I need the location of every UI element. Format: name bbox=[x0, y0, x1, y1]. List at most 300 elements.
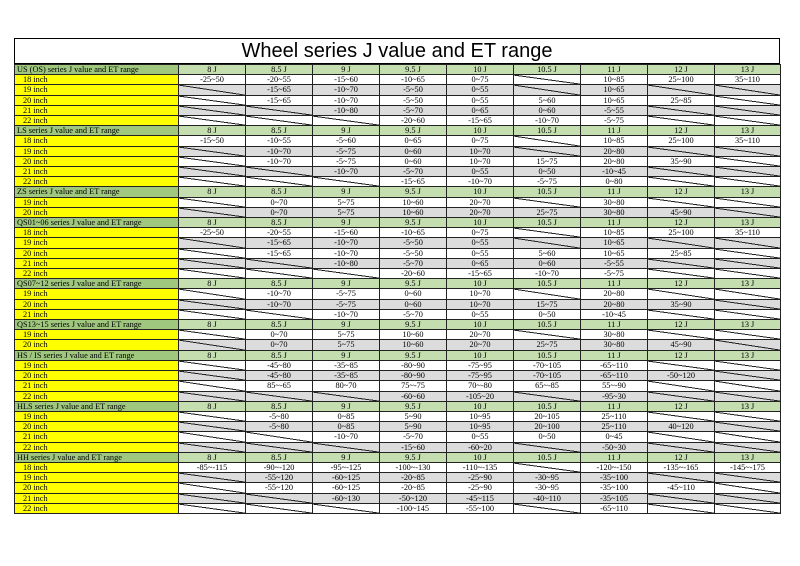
column-header-rim-width: 12 J bbox=[648, 350, 715, 360]
column-header-rim-width: 10 J bbox=[447, 401, 514, 411]
wheel-size-label: 19 inch bbox=[15, 146, 179, 156]
et-range-cell: 0~65 bbox=[447, 105, 514, 115]
et-range-cell: -10~70 bbox=[313, 85, 380, 95]
not-available-cell bbox=[246, 391, 313, 401]
et-range-cell: -10~45 bbox=[581, 309, 648, 319]
not-available-cell bbox=[514, 503, 581, 513]
section-label: QS13~15 series J value and ET range bbox=[15, 320, 179, 330]
column-header-rim-width: 10 J bbox=[447, 65, 514, 75]
et-range-cell: -5~50 bbox=[380, 248, 447, 258]
column-header-rim-width: 11 J bbox=[581, 126, 648, 136]
et-range-cell: -45~80 bbox=[246, 360, 313, 370]
wheel-size-label: 20 inch bbox=[15, 299, 179, 309]
table-row bbox=[15, 299, 781, 309]
not-available-cell bbox=[179, 432, 246, 442]
et-range-cell: 0~55 bbox=[447, 248, 514, 258]
column-header-rim-width: 11 J bbox=[581, 452, 648, 462]
table-row bbox=[15, 238, 781, 248]
et-range-cell: 25~100 bbox=[648, 136, 715, 146]
et-range-cell: 5~75 bbox=[313, 340, 380, 350]
not-available-cell bbox=[179, 340, 246, 350]
et-range-cell: 0~60 bbox=[514, 258, 581, 268]
table-row bbox=[15, 197, 781, 207]
et-range-cell: 10~65 bbox=[581, 85, 648, 95]
table-row bbox=[15, 156, 781, 166]
et-range-cell: -5~50 bbox=[380, 238, 447, 248]
wheel-size-label: 22 inch bbox=[15, 177, 179, 187]
table-row bbox=[15, 422, 781, 432]
et-range-cell: 5~60 bbox=[514, 248, 581, 258]
not-available-cell bbox=[715, 156, 781, 166]
column-header-rim-width: 10.5 J bbox=[514, 218, 581, 228]
et-range-cell: -15~65 bbox=[246, 238, 313, 248]
not-available-cell bbox=[715, 238, 781, 248]
not-available-cell bbox=[179, 493, 246, 503]
table-row bbox=[15, 146, 781, 156]
et-range-cell: 25~85 bbox=[648, 248, 715, 258]
not-available-cell bbox=[715, 105, 781, 115]
not-available-cell bbox=[514, 197, 581, 207]
wheel-size-label: 18 inch bbox=[15, 75, 179, 85]
column-header-rim-width: 9 J bbox=[313, 401, 380, 411]
et-range-cell: 10~60 bbox=[380, 340, 447, 350]
table-row bbox=[15, 442, 781, 452]
et-range-cell: -10~45 bbox=[581, 167, 648, 177]
not-available-cell bbox=[179, 248, 246, 258]
et-range-cell: 0~60 bbox=[380, 156, 447, 166]
et-range-cell: 5~60 bbox=[514, 95, 581, 105]
table-row bbox=[15, 340, 781, 350]
et-range-cell: -10~70 bbox=[313, 432, 380, 442]
et-range-cell: 20~80 bbox=[581, 156, 648, 166]
not-available-cell bbox=[246, 177, 313, 187]
column-header-rim-width: 11 J bbox=[581, 187, 648, 197]
et-range-cell: -25~90 bbox=[447, 483, 514, 493]
not-available-cell bbox=[313, 391, 380, 401]
et-range-cell: -20~55 bbox=[246, 228, 313, 238]
column-header-rim-width: 8 J bbox=[179, 452, 246, 462]
et-range-cell: -40~110 bbox=[514, 493, 581, 503]
et-range-cell: -30~95 bbox=[514, 483, 581, 493]
et-range-cell: 0~75 bbox=[447, 75, 514, 85]
et-range-cell: 10~70 bbox=[447, 289, 514, 299]
et-range-cell: 5~75 bbox=[313, 197, 380, 207]
et-range-cell: 10~70 bbox=[447, 146, 514, 156]
column-header-rim-width: 10 J bbox=[447, 218, 514, 228]
et-range-cell: -15~65 bbox=[246, 85, 313, 95]
et-range-cell: -35~105 bbox=[581, 493, 648, 503]
table-row bbox=[15, 493, 781, 503]
column-header-rim-width: 9.5 J bbox=[380, 452, 447, 462]
not-available-cell bbox=[648, 146, 715, 156]
column-header-rim-width: 9 J bbox=[313, 279, 380, 289]
not-available-cell bbox=[179, 299, 246, 309]
et-range-cell: 20~70 bbox=[447, 330, 514, 340]
not-available-cell bbox=[648, 493, 715, 503]
wheel-size-label: 19 inch bbox=[15, 197, 179, 207]
column-header-rim-width: 10.5 J bbox=[514, 187, 581, 197]
not-available-cell bbox=[246, 309, 313, 319]
et-range-cell: 0~80 bbox=[581, 177, 648, 187]
column-header-rim-width: 13 J bbox=[715, 320, 781, 330]
et-range-cell: 35~110 bbox=[715, 136, 781, 146]
column-header-rim-width: 10.5 J bbox=[514, 65, 581, 75]
not-available-cell bbox=[246, 269, 313, 279]
et-range-cell: -120~-150 bbox=[581, 462, 648, 472]
table-row bbox=[15, 483, 781, 493]
et-range-cell: 55~-90 bbox=[581, 381, 648, 391]
et-range-cell: -15~65 bbox=[246, 248, 313, 258]
et-range-cell: 25~100 bbox=[648, 228, 715, 238]
not-available-cell bbox=[715, 207, 781, 217]
et-range-cell: -10~70 bbox=[246, 299, 313, 309]
not-available-cell bbox=[715, 167, 781, 177]
not-available-cell bbox=[648, 289, 715, 299]
et-range-cell: -10~55 bbox=[246, 136, 313, 146]
not-available-cell bbox=[648, 360, 715, 370]
column-header-rim-width: 8 J bbox=[179, 320, 246, 330]
et-range-cell: -65~110 bbox=[581, 360, 648, 370]
not-available-cell bbox=[179, 330, 246, 340]
section-label: HLS series J value and ET range bbox=[15, 401, 179, 411]
column-header-rim-width: 8 J bbox=[179, 279, 246, 289]
column-header-rim-width: 9 J bbox=[313, 320, 380, 330]
not-available-cell bbox=[246, 167, 313, 177]
et-range-cell: -25~50 bbox=[179, 75, 246, 85]
not-available-cell bbox=[246, 116, 313, 126]
not-available-cell bbox=[179, 360, 246, 370]
not-available-cell bbox=[514, 442, 581, 452]
et-range-cell: 20~80 bbox=[581, 299, 648, 309]
et-range-cell: 70~-80 bbox=[447, 381, 514, 391]
table-row bbox=[15, 95, 781, 105]
et-range-cell: 20~80 bbox=[581, 289, 648, 299]
not-available-cell bbox=[514, 462, 581, 472]
section-label: QS01~06 series J value and ET range bbox=[15, 218, 179, 228]
wheel-size-label: 19 inch bbox=[15, 473, 179, 483]
table-row bbox=[15, 473, 781, 483]
et-range-cell: 35~110 bbox=[715, 228, 781, 238]
et-range-cell: -5~80 bbox=[246, 422, 313, 432]
column-header-rim-width: 9 J bbox=[313, 187, 380, 197]
column-header-rim-width: 10.5 J bbox=[514, 350, 581, 360]
not-available-cell bbox=[179, 177, 246, 187]
wheel-size-label: 22 inch bbox=[15, 503, 179, 513]
not-available-cell bbox=[648, 167, 715, 177]
table-row bbox=[15, 391, 781, 401]
et-range-cell: -45~110 bbox=[648, 483, 715, 493]
et-range-cell: -5~75 bbox=[581, 269, 648, 279]
column-header-rim-width: 13 J bbox=[715, 401, 781, 411]
wheel-size-label: 20 inch bbox=[15, 483, 179, 493]
not-available-cell bbox=[648, 411, 715, 421]
column-header-rim-width: 13 J bbox=[715, 218, 781, 228]
not-available-cell bbox=[179, 95, 246, 105]
column-header-rim-width: 9 J bbox=[313, 126, 380, 136]
et-range-cell: -5~50 bbox=[380, 95, 447, 105]
not-available-cell bbox=[179, 258, 246, 268]
et-range-cell: 20~70 bbox=[447, 207, 514, 217]
et-range-cell: -50~30 bbox=[581, 442, 648, 452]
wheel-size-label: 20 inch bbox=[15, 95, 179, 105]
column-header-rim-width: 10 J bbox=[447, 126, 514, 136]
et-range-cell: 0~55 bbox=[447, 85, 514, 95]
table-row bbox=[15, 75, 781, 85]
column-header-rim-width: 13 J bbox=[715, 126, 781, 136]
et-range-cell: 10~95 bbox=[447, 411, 514, 421]
et-range-cell: 0~70 bbox=[246, 330, 313, 340]
et-range-cell: 0~60 bbox=[514, 105, 581, 115]
column-header-rim-width: 13 J bbox=[715, 350, 781, 360]
et-range-cell: 10~70 bbox=[447, 299, 514, 309]
not-available-cell bbox=[648, 258, 715, 268]
not-available-cell bbox=[715, 422, 781, 432]
et-range-cell: -5~55 bbox=[581, 105, 648, 115]
et-range-cell: 0~75 bbox=[447, 228, 514, 238]
et-range-cell: 40~120 bbox=[648, 422, 715, 432]
column-header-rim-width: 8.5 J bbox=[246, 65, 313, 75]
not-available-cell bbox=[648, 197, 715, 207]
et-range-cell: 10~60 bbox=[380, 197, 447, 207]
not-available-cell bbox=[715, 289, 781, 299]
et-range-cell: -25~50 bbox=[179, 228, 246, 238]
table-row bbox=[15, 136, 781, 146]
not-available-cell bbox=[715, 432, 781, 442]
et-range-cell: -80~90 bbox=[380, 360, 447, 370]
not-available-cell bbox=[179, 483, 246, 493]
et-range-cell: -20~85 bbox=[380, 473, 447, 483]
table-row bbox=[15, 330, 781, 340]
et-range-cell: 35~90 bbox=[648, 299, 715, 309]
et-range-cell: 20~70 bbox=[447, 340, 514, 350]
wheel-size-label: 21 inch bbox=[15, 258, 179, 268]
et-range-cell: -10~70 bbox=[313, 95, 380, 105]
not-available-cell bbox=[648, 177, 715, 187]
not-available-cell bbox=[648, 309, 715, 319]
table-row bbox=[15, 432, 781, 442]
wheel-size-label: 22 inch bbox=[15, 269, 179, 279]
not-available-cell bbox=[715, 197, 781, 207]
et-range-cell: 0~55 bbox=[447, 238, 514, 248]
not-available-cell bbox=[648, 442, 715, 452]
et-range-cell: 0~65 bbox=[380, 136, 447, 146]
wheel-size-label: 21 inch bbox=[15, 432, 179, 442]
et-range-cell: -50~120 bbox=[380, 493, 447, 503]
table-row bbox=[15, 177, 781, 187]
section-header-row bbox=[15, 187, 781, 197]
column-header-rim-width: 9.5 J bbox=[380, 279, 447, 289]
table-row bbox=[15, 503, 781, 513]
not-available-cell bbox=[715, 177, 781, 187]
table-row bbox=[15, 207, 781, 217]
et-range-cell: -85~-115 bbox=[179, 462, 246, 472]
not-available-cell bbox=[648, 391, 715, 401]
column-header-rim-width: 8 J bbox=[179, 126, 246, 136]
et-range-cell: 10~85 bbox=[581, 136, 648, 146]
section-header-row bbox=[15, 65, 781, 75]
not-available-cell bbox=[514, 136, 581, 146]
not-available-cell bbox=[514, 289, 581, 299]
column-header-rim-width: 10 J bbox=[447, 350, 514, 360]
wheel-size-label: 21 inch bbox=[15, 309, 179, 319]
et-range-cell: -100~-130 bbox=[380, 462, 447, 472]
et-range-cell: -5~70 bbox=[380, 167, 447, 177]
not-available-cell bbox=[715, 116, 781, 126]
et-range-cell: 10~95 bbox=[447, 422, 514, 432]
not-available-cell bbox=[514, 146, 581, 156]
et-range-cell: 30~80 bbox=[581, 197, 648, 207]
et-range-cell: -65~110 bbox=[581, 371, 648, 381]
not-available-cell bbox=[179, 85, 246, 95]
et-range-cell: 10~85 bbox=[581, 75, 648, 85]
not-available-cell bbox=[179, 105, 246, 115]
wheel-size-label: 21 inch bbox=[15, 105, 179, 115]
et-range-cell: -10~80 bbox=[313, 105, 380, 115]
et-range-cell: -60~60 bbox=[380, 391, 447, 401]
not-available-cell bbox=[179, 371, 246, 381]
et-range-cell: -55~120 bbox=[246, 473, 313, 483]
et-range-cell: -10~70 bbox=[514, 116, 581, 126]
et-range-cell: 35~90 bbox=[648, 156, 715, 166]
et-range-cell: 5~90 bbox=[380, 411, 447, 421]
not-available-cell bbox=[246, 503, 313, 513]
et-range-cell: -10~65 bbox=[380, 228, 447, 238]
column-header-rim-width: 9.5 J bbox=[380, 401, 447, 411]
not-available-cell bbox=[715, 483, 781, 493]
section-label: ZS series J value and ET range bbox=[15, 187, 179, 197]
column-header-rim-width: 10.5 J bbox=[514, 452, 581, 462]
et-range-cell: -65~110 bbox=[581, 503, 648, 513]
section-header-row bbox=[15, 218, 781, 228]
et-range-cell: -60~125 bbox=[313, 473, 380, 483]
et-range-cell: -10~70 bbox=[246, 289, 313, 299]
et-range-cell: -5~50 bbox=[380, 85, 447, 95]
not-available-cell bbox=[313, 503, 380, 513]
not-available-cell bbox=[514, 75, 581, 85]
et-range-cell: -10~70 bbox=[447, 177, 514, 187]
et-range-cell: -15~65 bbox=[447, 269, 514, 279]
et-range-cell: -10~70 bbox=[313, 238, 380, 248]
et-range-cell: -90~-120 bbox=[246, 462, 313, 472]
et-range-cell: 25~75 bbox=[514, 207, 581, 217]
et-range-cell: -20~85 bbox=[380, 483, 447, 493]
column-header-rim-width: 13 J bbox=[715, 187, 781, 197]
column-header-rim-width: 11 J bbox=[581, 65, 648, 75]
not-available-cell bbox=[715, 503, 781, 513]
not-available-cell bbox=[313, 116, 380, 126]
column-header-rim-width: 8.5 J bbox=[246, 452, 313, 462]
column-header-rim-width: 10.5 J bbox=[514, 320, 581, 330]
not-available-cell bbox=[715, 85, 781, 95]
section-label: QS07~12 series J value and ET range bbox=[15, 279, 179, 289]
not-available-cell bbox=[514, 85, 581, 95]
wheel-size-label: 21 inch bbox=[15, 381, 179, 391]
wheel-size-label: 19 inch bbox=[15, 360, 179, 370]
et-range-cell: -5~70 bbox=[380, 105, 447, 115]
et-range-cell: -75~95 bbox=[447, 371, 514, 381]
et-range-cell: 25~100 bbox=[648, 75, 715, 85]
et-range-cell: -5~55 bbox=[581, 258, 648, 268]
et-range-cell: 0~55 bbox=[447, 95, 514, 105]
et-range-cell: -35~85 bbox=[313, 360, 380, 370]
section-header-row bbox=[15, 452, 781, 462]
not-available-cell bbox=[246, 105, 313, 115]
not-available-cell bbox=[715, 258, 781, 268]
wheel-size-label: 21 inch bbox=[15, 167, 179, 177]
et-range-cell: -75~95 bbox=[447, 360, 514, 370]
et-range-cell: -5~70 bbox=[380, 258, 447, 268]
column-header-rim-width: 10.5 J bbox=[514, 279, 581, 289]
not-available-cell bbox=[246, 442, 313, 452]
et-range-cell: -80~90 bbox=[380, 371, 447, 381]
column-header-rim-width: 12 J bbox=[648, 320, 715, 330]
et-range-cell: -70~105 bbox=[514, 360, 581, 370]
et-range-cell: -25~90 bbox=[447, 473, 514, 483]
et-range-cell: 10~60 bbox=[380, 330, 447, 340]
not-available-cell bbox=[313, 442, 380, 452]
et-range-cell: -60~125 bbox=[313, 483, 380, 493]
et-range-cell: -15~60 bbox=[380, 442, 447, 452]
et-range-cell: 25~110 bbox=[581, 422, 648, 432]
not-available-cell bbox=[648, 381, 715, 391]
et-range-cell: -10~70 bbox=[313, 309, 380, 319]
not-available-cell bbox=[514, 238, 581, 248]
et-range-cell: -5~75 bbox=[313, 289, 380, 299]
et-range-cell: 30~80 bbox=[581, 330, 648, 340]
et-range-cell: 0~85 bbox=[313, 411, 380, 421]
not-available-cell bbox=[179, 422, 246, 432]
et-range-cell: 5~75 bbox=[313, 207, 380, 217]
et-range-cell: 20~80 bbox=[581, 146, 648, 156]
column-header-rim-width: 8 J bbox=[179, 218, 246, 228]
section-label: HH series J value and ET range bbox=[15, 452, 179, 462]
et-range-cell: 20~70 bbox=[447, 197, 514, 207]
wheel-size-label: 22 inch bbox=[15, 442, 179, 452]
et-range-cell: 20~100 bbox=[514, 422, 581, 432]
et-range-cell: 0~70 bbox=[246, 340, 313, 350]
not-available-cell bbox=[313, 269, 380, 279]
column-header-rim-width: 10 J bbox=[447, 320, 514, 330]
table-row bbox=[15, 258, 781, 268]
not-available-cell bbox=[179, 503, 246, 513]
column-header-rim-width: 8 J bbox=[179, 401, 246, 411]
et-range-cell: 25~75 bbox=[514, 340, 581, 350]
et-range-cell: -15~65 bbox=[246, 95, 313, 105]
et-range-cell: -60~130 bbox=[313, 493, 380, 503]
et-range-cell: -20~60 bbox=[380, 116, 447, 126]
section-header-row bbox=[15, 401, 781, 411]
column-header-rim-width: 9.5 J bbox=[380, 187, 447, 197]
sheet-title: Wheel series J value and ET range bbox=[14, 38, 780, 64]
not-available-cell bbox=[514, 391, 581, 401]
et-range-cell: -15~65 bbox=[380, 177, 447, 187]
not-available-cell bbox=[179, 391, 246, 401]
not-available-cell bbox=[648, 473, 715, 483]
et-range-cell: 0~50 bbox=[514, 167, 581, 177]
et-range-cell: 25~110 bbox=[581, 411, 648, 421]
not-available-cell bbox=[648, 105, 715, 115]
column-header-rim-width: 13 J bbox=[715, 279, 781, 289]
et-range-cell: -100~145 bbox=[380, 503, 447, 513]
not-available-cell bbox=[179, 473, 246, 483]
et-range-cell: -5~75 bbox=[581, 116, 648, 126]
not-available-cell bbox=[179, 207, 246, 217]
column-header-rim-width: 11 J bbox=[581, 218, 648, 228]
wheel-spec-sheet bbox=[14, 38, 780, 514]
not-available-cell bbox=[715, 146, 781, 156]
not-available-cell bbox=[179, 156, 246, 166]
column-header-rim-width: 12 J bbox=[648, 279, 715, 289]
